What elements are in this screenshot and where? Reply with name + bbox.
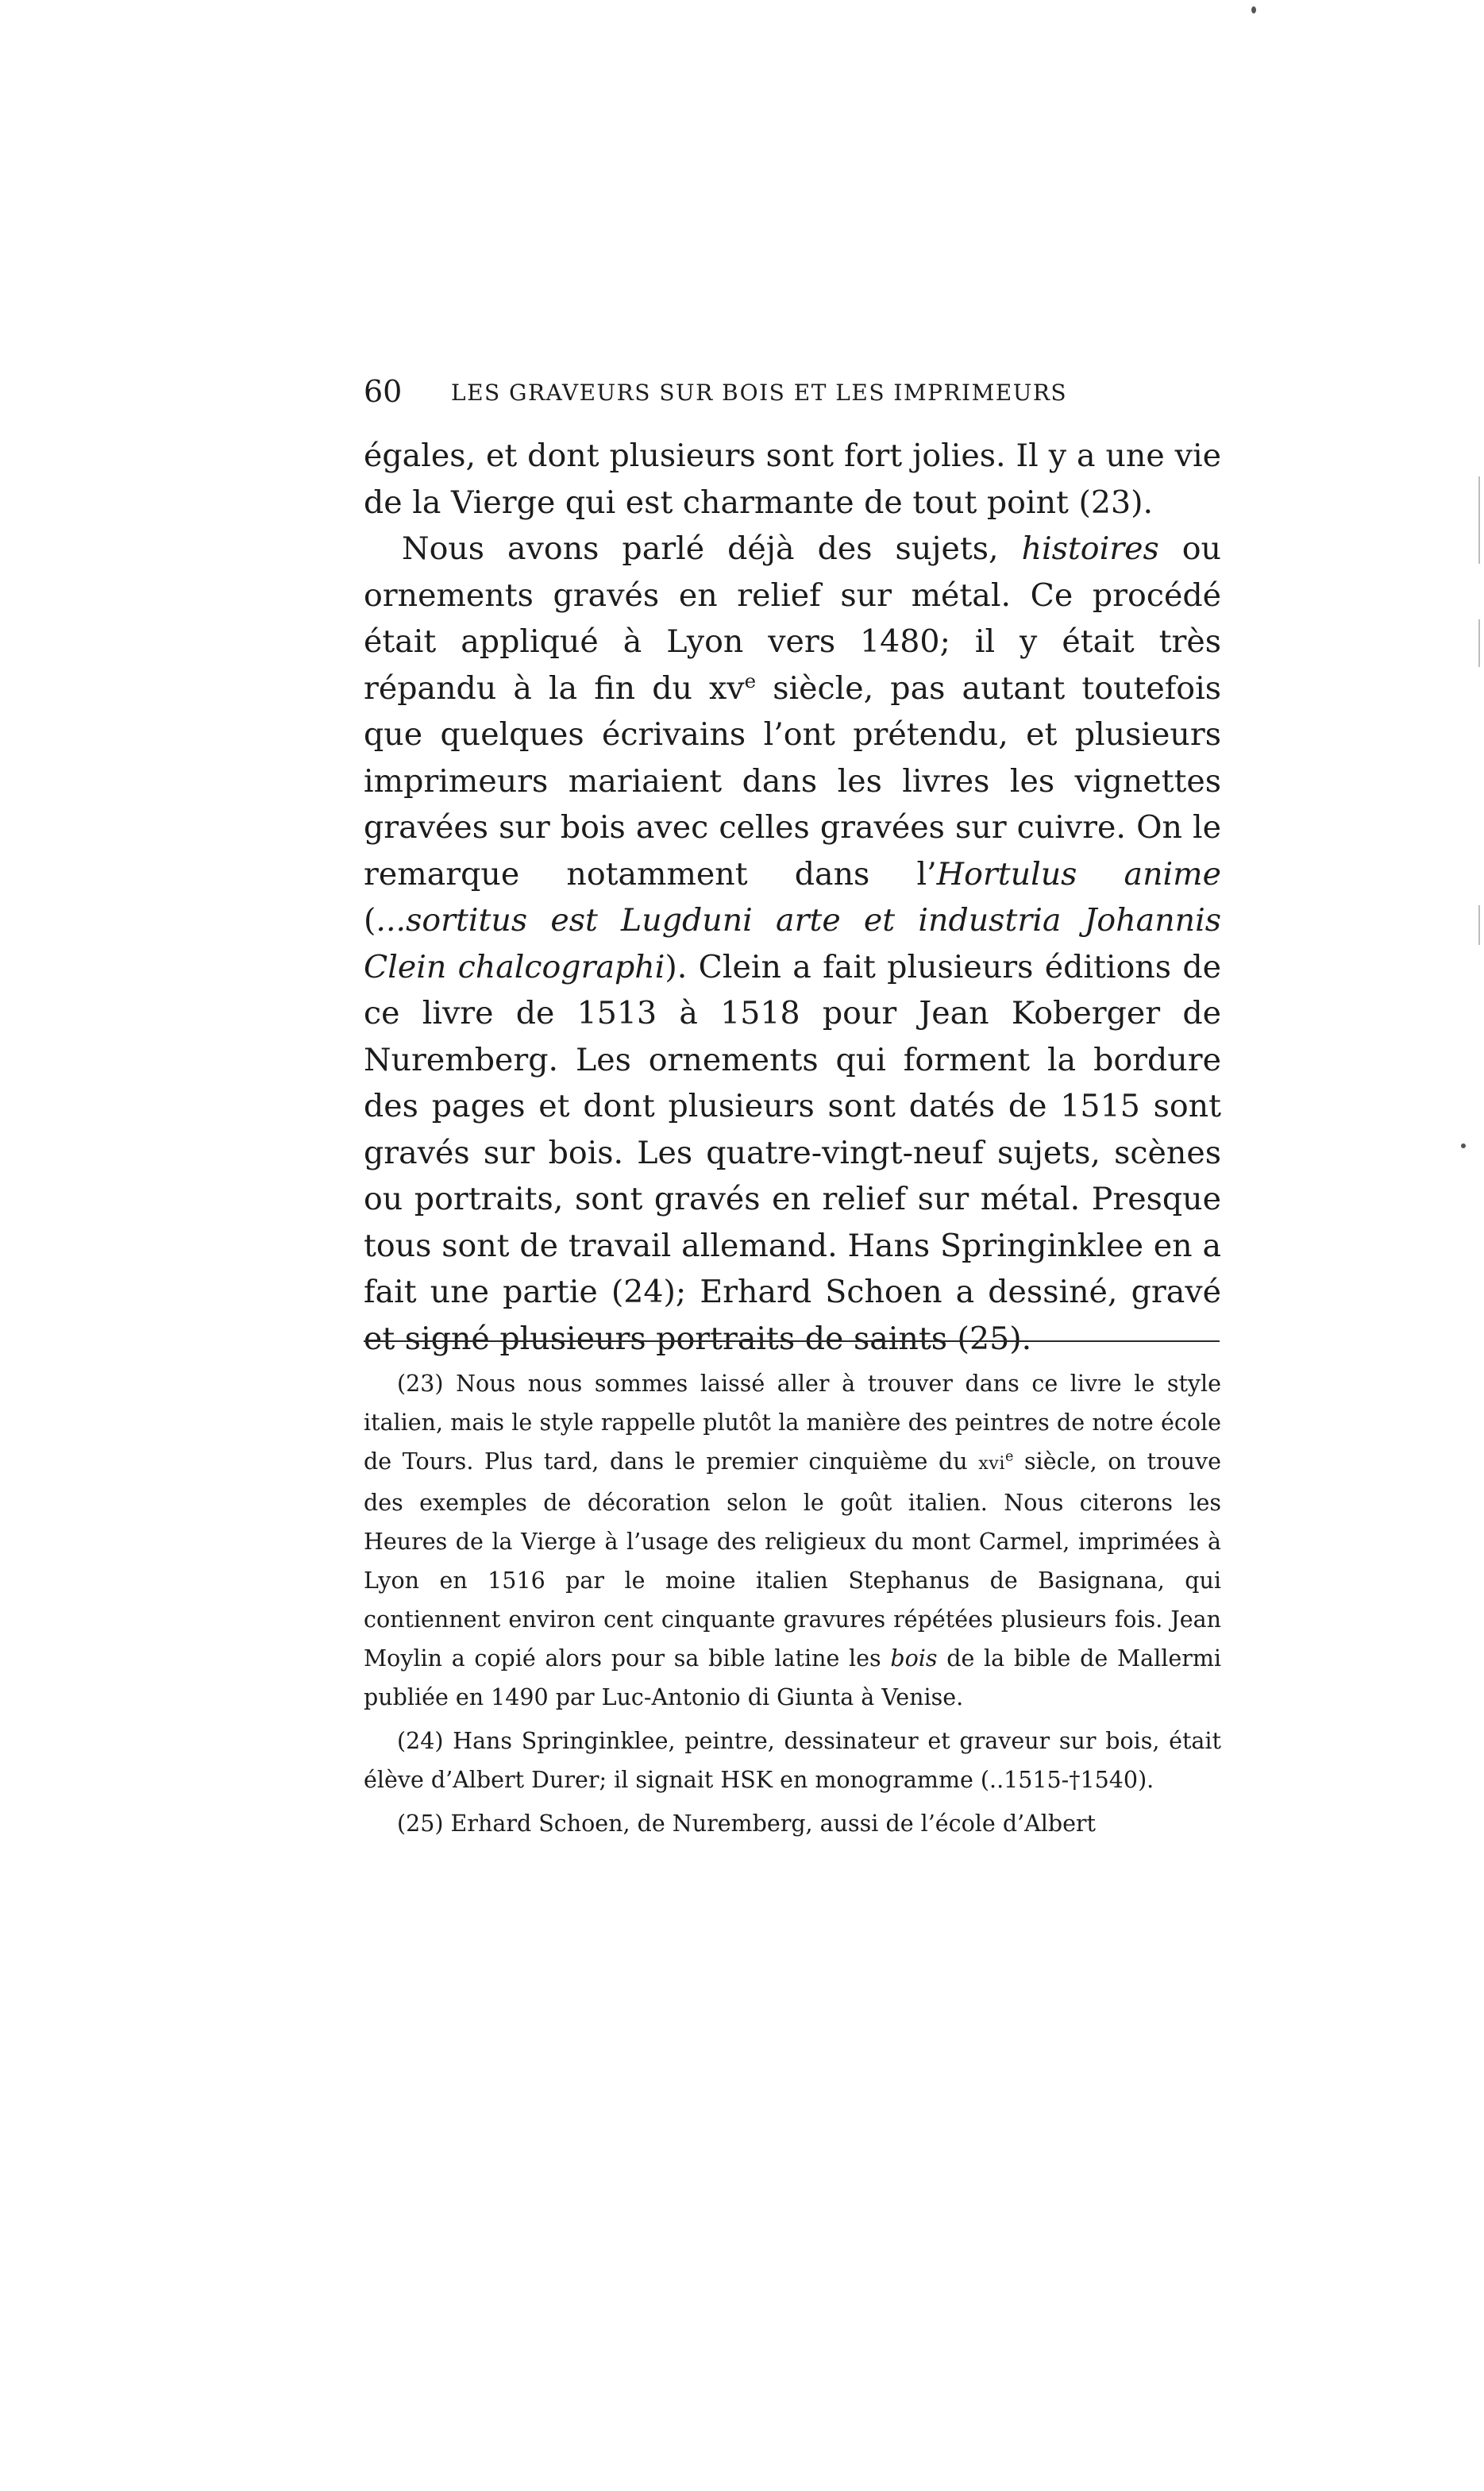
running-title: LES GRAVEURS SUR BOIS ET LES IMPRIMEURS	[451, 380, 1068, 406]
footnote-23	[364, 1364, 1221, 1717]
page-number: 60	[364, 374, 403, 409]
paragraph-1	[364, 433, 1221, 526]
footnote-25	[364, 1804, 1221, 1843]
paragraph-2-part-e: ). Clein a fait plusieurs éditions de ce livre de 1513 à 1518 pour Jean Koberger de Nuremberg. Les ornements qui forment la bordure des pages et dont plusieurs sont datés de 1515 sont gravés sur bois. Les quatre-vingt-neuf sujets, scènes ou portraits, sont gravés en relief sur métal. Presque tous sont de travail allemand. Hans Springinklee en a fait une partie (24); Erhard Schoen a dessiné, gravé et signé plusieurs portraits de saints (25).	[364, 948, 1221, 1357]
paragraph-2-part-c: siècle, pas autant toutefois que quelques écrivains l’ont prétendu, et plusieurs imprimeurs mariaient dans les livres les vignettes gravées sur bois avec celles gravées sur cuivre. On le remarque notamment dans l’	[364, 669, 1221, 893]
paragraph-2-part-b: ou ornements gravés en relief sur métal. Ce procédé était appliqué à Lyon vers 1480; il y était très répandu à la fin du xv	[364, 530, 1221, 707]
scan-speck	[1251, 6, 1256, 13]
footnote-25-text: (25) Erhard Schoen, de Nuremberg, aussi de l’école d’Albert	[397, 1810, 1097, 1837]
footnote-23-part-a: (23) Nous nous sommes laissé aller à trouver dans ce livre le style italien, mais le style rappelle plutôt la manière des peintres de notre école de Tours. Plus tard, dans le premier cinquième du	[364, 1371, 1221, 1475]
paragraph-1-text: égales, et dont plusieurs sont fort jolies. Il y a une vie de la Vierge qui est charmante de tout point (23).	[364, 438, 1221, 521]
italic-histoires: histoires	[1021, 530, 1159, 567]
italic-hortulus-anime: Hortulus anime	[936, 855, 1221, 893]
scan-edge-mark	[1478, 619, 1480, 667]
scan-edge-mark	[1478, 905, 1480, 945]
scan-edge-mark	[1478, 476, 1480, 564]
superscript-e: e	[744, 669, 757, 692]
paragraph-2	[364, 526, 1221, 1362]
footnote-separator	[364, 1340, 1220, 1342]
footnote-24-text: (24) Hans Springinklee, peintre, dessinateur et graveur sur bois, était élève d’Albert Durer; il signait HSK en monogramme (..1515-†1540).	[364, 1728, 1221, 1793]
footnote-23-part-b: siècle, on trouve des exemples de décoration selon le goût italien. Nous citerons les Heures de la Vierge à l’usage des religieux du mont Carmel, imprimées à Lyon en 1516 par le moine italien Stephanus de Basignana, qui contiennent environ cent cinquante gravures répétées plusieurs fois. Jean Moylin a copié alors pour sa bible latine les	[364, 1448, 1221, 1672]
page-header	[364, 372, 1221, 411]
paragraph-2-part-a: Nous avons parlé déjà des sujets,	[402, 530, 1022, 567]
small-caps-xvi: xvi	[978, 1453, 1005, 1474]
main-text	[364, 433, 1221, 1362]
scan-speck	[1461, 1143, 1466, 1148]
paragraph-2-part-d: (	[364, 902, 376, 939]
footnote-23-part-c: de la bible de Mallermi publiée en 1490 par Luc-Antonio di Giunta à Venise.	[364, 1645, 1221, 1710]
italic-latin-citation: ...sortitus est Lugduni arte et industria Johannis Clein chalcographi	[364, 902, 1221, 985]
superscript-e: e	[1004, 1448, 1014, 1465]
italic-bois: bois	[890, 1645, 938, 1672]
footnotes	[364, 1364, 1221, 1848]
footnote-24	[364, 1722, 1221, 1799]
